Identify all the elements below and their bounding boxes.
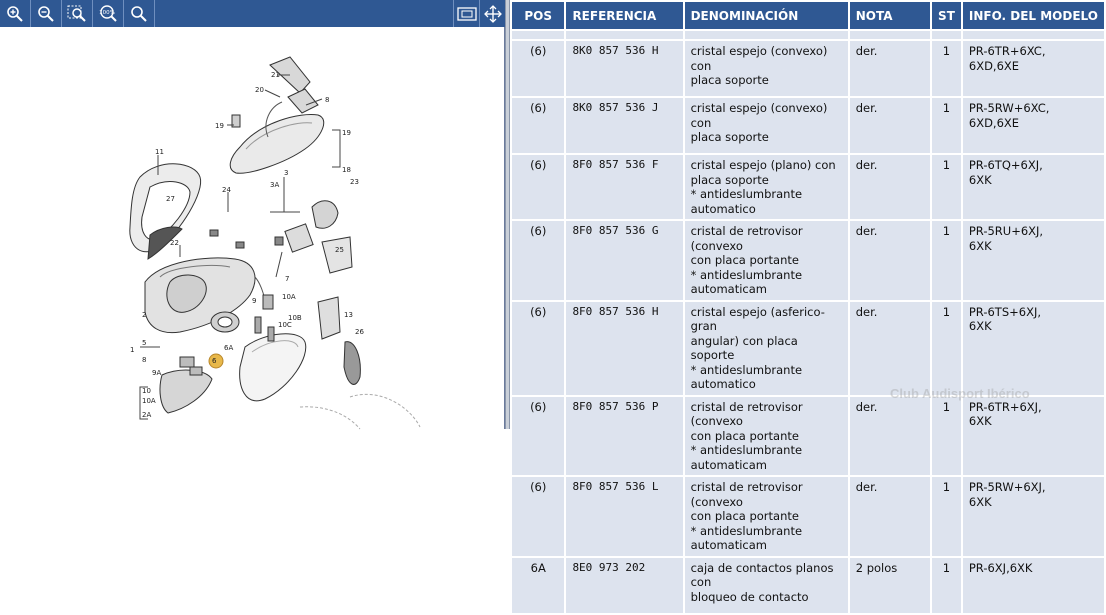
cell-st: 1: [932, 302, 961, 395]
table-row[interactable]: [512, 558, 1104, 613]
zoom-in-button[interactable]: [0, 0, 31, 27]
info-line: 6XK: [968, 494, 992, 509]
callout-label[interactable]: 6: [212, 357, 217, 365]
callout-label[interactable]: 10A: [282, 293, 296, 301]
denominacion-line: con placa portante: [690, 253, 799, 267]
callout-label[interactable]: 3: [284, 169, 289, 177]
cell-nota: der.: [850, 397, 930, 476]
cell-denominacion: [685, 221, 848, 300]
callout-label[interactable]: 9: [252, 297, 257, 305]
spacer-row: [512, 31, 1104, 39]
motor-drawing: [285, 224, 313, 252]
denominacion-line: con placa portante: [690, 509, 799, 523]
zoom-100-button[interactable]: [93, 0, 124, 27]
info-line: PR-5RU+6XJ,: [968, 224, 1044, 238]
info-line: 6XD,6XE: [968, 115, 1020, 130]
callout-label[interactable]: 23: [350, 178, 359, 186]
table-row[interactable]: [512, 302, 1104, 395]
info-line: PR-6XJ,6XK: [968, 560, 1033, 575]
zoom-out-button[interactable]: [31, 0, 62, 27]
callout-label[interactable]: 22: [170, 239, 179, 247]
callout-label[interactable]: 8: [142, 356, 147, 364]
info-line: 6XK: [968, 414, 992, 428]
cover-13-drawing: [318, 297, 340, 339]
cell-info-modelo: [963, 302, 1104, 395]
denominacion-line: * antideslumbrante automaticam: [690, 523, 803, 552]
zoom-100-icon: [97, 5, 119, 23]
table-row[interactable]: [512, 41, 1104, 96]
cell-info-modelo: [963, 155, 1104, 219]
cell-st: 1: [932, 397, 961, 476]
denominacion-line: cristal espejo (convexo) con: [690, 44, 828, 73]
header-st[interactable]: ST: [932, 2, 961, 29]
callout-label[interactable]: 10B: [288, 314, 302, 322]
table-body: [512, 31, 1104, 613]
denominacion-line: placa soporte: [690, 172, 769, 187]
callout-label[interactable]: 10A: [142, 397, 156, 405]
info-line: 6XK: [968, 172, 992, 187]
cell-pos: (6): [512, 397, 564, 476]
info-line: PR-5RW+6XJ,: [968, 480, 1046, 494]
table-row[interactable]: [512, 397, 1104, 476]
callout-label[interactable]: 7: [285, 275, 290, 283]
cell-referencia: 8F0 857 536 H: [566, 302, 682, 395]
table-row[interactable]: [512, 477, 1104, 556]
cell-pos: (6): [512, 155, 564, 219]
denominacion-line: placa soporte: [690, 73, 769, 87]
denominacion-line: caja de contactos planos con: [690, 560, 834, 589]
cell-nota: der.: [850, 477, 930, 556]
zoom-fit-button[interactable]: [62, 0, 93, 27]
callout-label[interactable]: 10C: [278, 321, 292, 329]
denominacion-line: cristal de retrovisor (convexo: [690, 480, 803, 509]
parts-list-pane: [510, 0, 1100, 604]
cell-info-modelo: [963, 98, 1104, 153]
cell-pos: 6A: [512, 558, 564, 613]
info-line: 6XK: [968, 319, 992, 333]
parts-diagram[interactable]: [0, 27, 505, 429]
callout-label[interactable]: 5: [142, 339, 147, 347]
denominacion-line: cristal espejo (plano) con: [690, 158, 836, 172]
cell-info-modelo: [963, 41, 1104, 96]
info-line: 6XD,6XE: [968, 58, 1020, 73]
denominacion-line: * antideslumbrante automatico: [690, 187, 803, 216]
callout-label[interactable]: 25: [335, 246, 344, 254]
fit-window-button[interactable]: [453, 0, 479, 27]
parts-table: [510, 0, 1106, 615]
interior-mirror-drawing: [230, 114, 324, 173]
cell-referencia: 8K0 857 536 H: [566, 41, 682, 96]
cell-info-modelo: [963, 558, 1104, 613]
cell-st: 1: [932, 41, 961, 96]
cell-pos: (6): [512, 477, 564, 556]
denominacion-line: * antideslumbrante automatico: [690, 362, 803, 391]
cell-denominacion: [685, 302, 848, 395]
cell-denominacion: [685, 397, 848, 476]
cell-nota: der.: [850, 302, 930, 395]
info-line: PR-6TS+6XJ,: [968, 304, 1042, 319]
denominacion-line: placa soporte: [690, 130, 769, 144]
connector-drawing: [263, 295, 273, 309]
part-26-drawing: [344, 342, 360, 385]
cell-pos: (6): [512, 221, 564, 300]
callout-label[interactable]: 8: [325, 96, 330, 104]
cell-referencia: 8K0 857 536 J: [566, 98, 682, 153]
table-row[interactable]: [512, 98, 1104, 153]
denominacion-line: cristal de retrovisor (convexo: [690, 399, 803, 428]
info-line: PR-5RW+6XC,: [968, 101, 1050, 115]
search-icon: [130, 5, 148, 23]
cell-nota: 2 polos: [850, 558, 930, 613]
denominacion-line: cristal de retrovisor (convexo: [690, 224, 803, 253]
denominacion-line: * antideslumbrante automaticam: [690, 267, 803, 296]
cell-pos: (6): [512, 302, 564, 395]
cell-referencia: 8F0 857 536 P: [566, 397, 682, 476]
zoom-100-label: 100%: [99, 9, 115, 16]
header-info-modelo[interactable]: INFO. DEL MODELO: [963, 2, 1104, 29]
cell-pos: (6): [512, 41, 564, 96]
denominacion-line: cristal espejo (convexo) con: [690, 101, 828, 130]
cell-referencia: 8F0 857 536 F: [566, 155, 682, 219]
cell-referencia: 8E0 973 202: [566, 558, 682, 613]
cell-denominacion: [685, 98, 848, 153]
callout-label[interactable]: 27: [166, 195, 175, 203]
header-denominacion[interactable]: DENOMINACIÓN: [685, 2, 848, 29]
toolbar-spacer: [155, 0, 453, 27]
callout-label[interactable]: 2A: [142, 411, 152, 419]
cell-info-modelo: [963, 221, 1104, 300]
callout-label[interactable]: 20: [255, 86, 264, 94]
denominacion-line: con placa portante: [690, 428, 799, 443]
header-referencia[interactable]: REFERENCIA: [566, 2, 682, 29]
fit-window-icon: [457, 6, 477, 22]
cell-st: 1: [932, 558, 961, 613]
expand-button[interactable]: [479, 0, 505, 27]
cell-st: 1: [932, 155, 961, 219]
callout-label[interactable]: 26: [355, 328, 364, 336]
info-line: 6XK: [968, 238, 992, 253]
table-row[interactable]: [512, 221, 1104, 300]
cell-nota: der.: [850, 98, 930, 153]
expand-arrows-icon: [484, 5, 502, 23]
cell-st: 1: [932, 221, 961, 300]
callout-label[interactable]: 18: [342, 166, 351, 174]
cell-denominacion: [685, 41, 848, 96]
header-pos[interactable]: POS: [512, 2, 564, 29]
cell-pos: (6): [512, 98, 564, 153]
cell-denominacion: [685, 155, 848, 219]
table-row[interactable]: [512, 155, 1104, 219]
callout-label[interactable]: 3A: [270, 181, 280, 189]
info-line: PR-6TR+6XJ,: [968, 399, 1042, 414]
cell-info-modelo: [963, 477, 1104, 556]
cell-nota: der.: [850, 155, 930, 219]
info-line: PR-6TQ+6XJ,: [968, 158, 1043, 172]
callout-label[interactable]: 24: [222, 186, 231, 194]
diagram-viewer: [0, 0, 505, 429]
callout-label[interactable]: 19: [215, 122, 224, 130]
watermark: Club Audisport Ibérico: [890, 386, 1030, 401]
cell-denominacion: [685, 477, 848, 556]
cell-referencia: 8F0 857 536 G: [566, 221, 682, 300]
cell-denominacion: [685, 558, 848, 613]
callout-label[interactable]: 13: [344, 311, 353, 319]
cell-info-modelo: [963, 397, 1104, 476]
cell-referencia: 8F0 857 536 L: [566, 477, 682, 556]
viewer-toolbar: [0, 0, 505, 27]
denominacion-line: cristal espejo (asferico-gran: [690, 304, 825, 333]
zoom-in-icon: [6, 5, 24, 23]
callout-label[interactable]: 1: [130, 346, 135, 354]
cell-st: 1: [932, 477, 961, 556]
callout-label[interactable]: 6A: [224, 344, 234, 352]
denominacion-line: * antideslumbrante automaticam: [690, 443, 803, 472]
cell-nota: der.: [850, 221, 930, 300]
cell-st: 1: [932, 98, 961, 153]
cell-nota: der.: [850, 41, 930, 96]
callout-label[interactable]: 10: [142, 387, 151, 395]
zoom-fit-icon: [67, 5, 87, 23]
search-button[interactable]: [124, 0, 155, 27]
denominacion-line: angular) con placa soporte: [690, 333, 798, 362]
callout-label[interactable]: 21: [271, 71, 280, 79]
callout-label[interactable]: 9A: [152, 369, 162, 377]
denominacion-line: bloqueo de contacto: [690, 589, 809, 604]
callout-label[interactable]: 2: [142, 311, 147, 319]
table-header-row: [512, 2, 1104, 29]
info-line: PR-6TR+6XC,: [968, 44, 1046, 58]
callout-label[interactable]: 19: [342, 129, 351, 137]
header-nota[interactable]: NOTA: [850, 2, 930, 29]
bracket-drawing: [160, 370, 212, 413]
zoom-out-icon: [37, 5, 55, 23]
callout-label[interactable]: 11: [155, 148, 164, 156]
